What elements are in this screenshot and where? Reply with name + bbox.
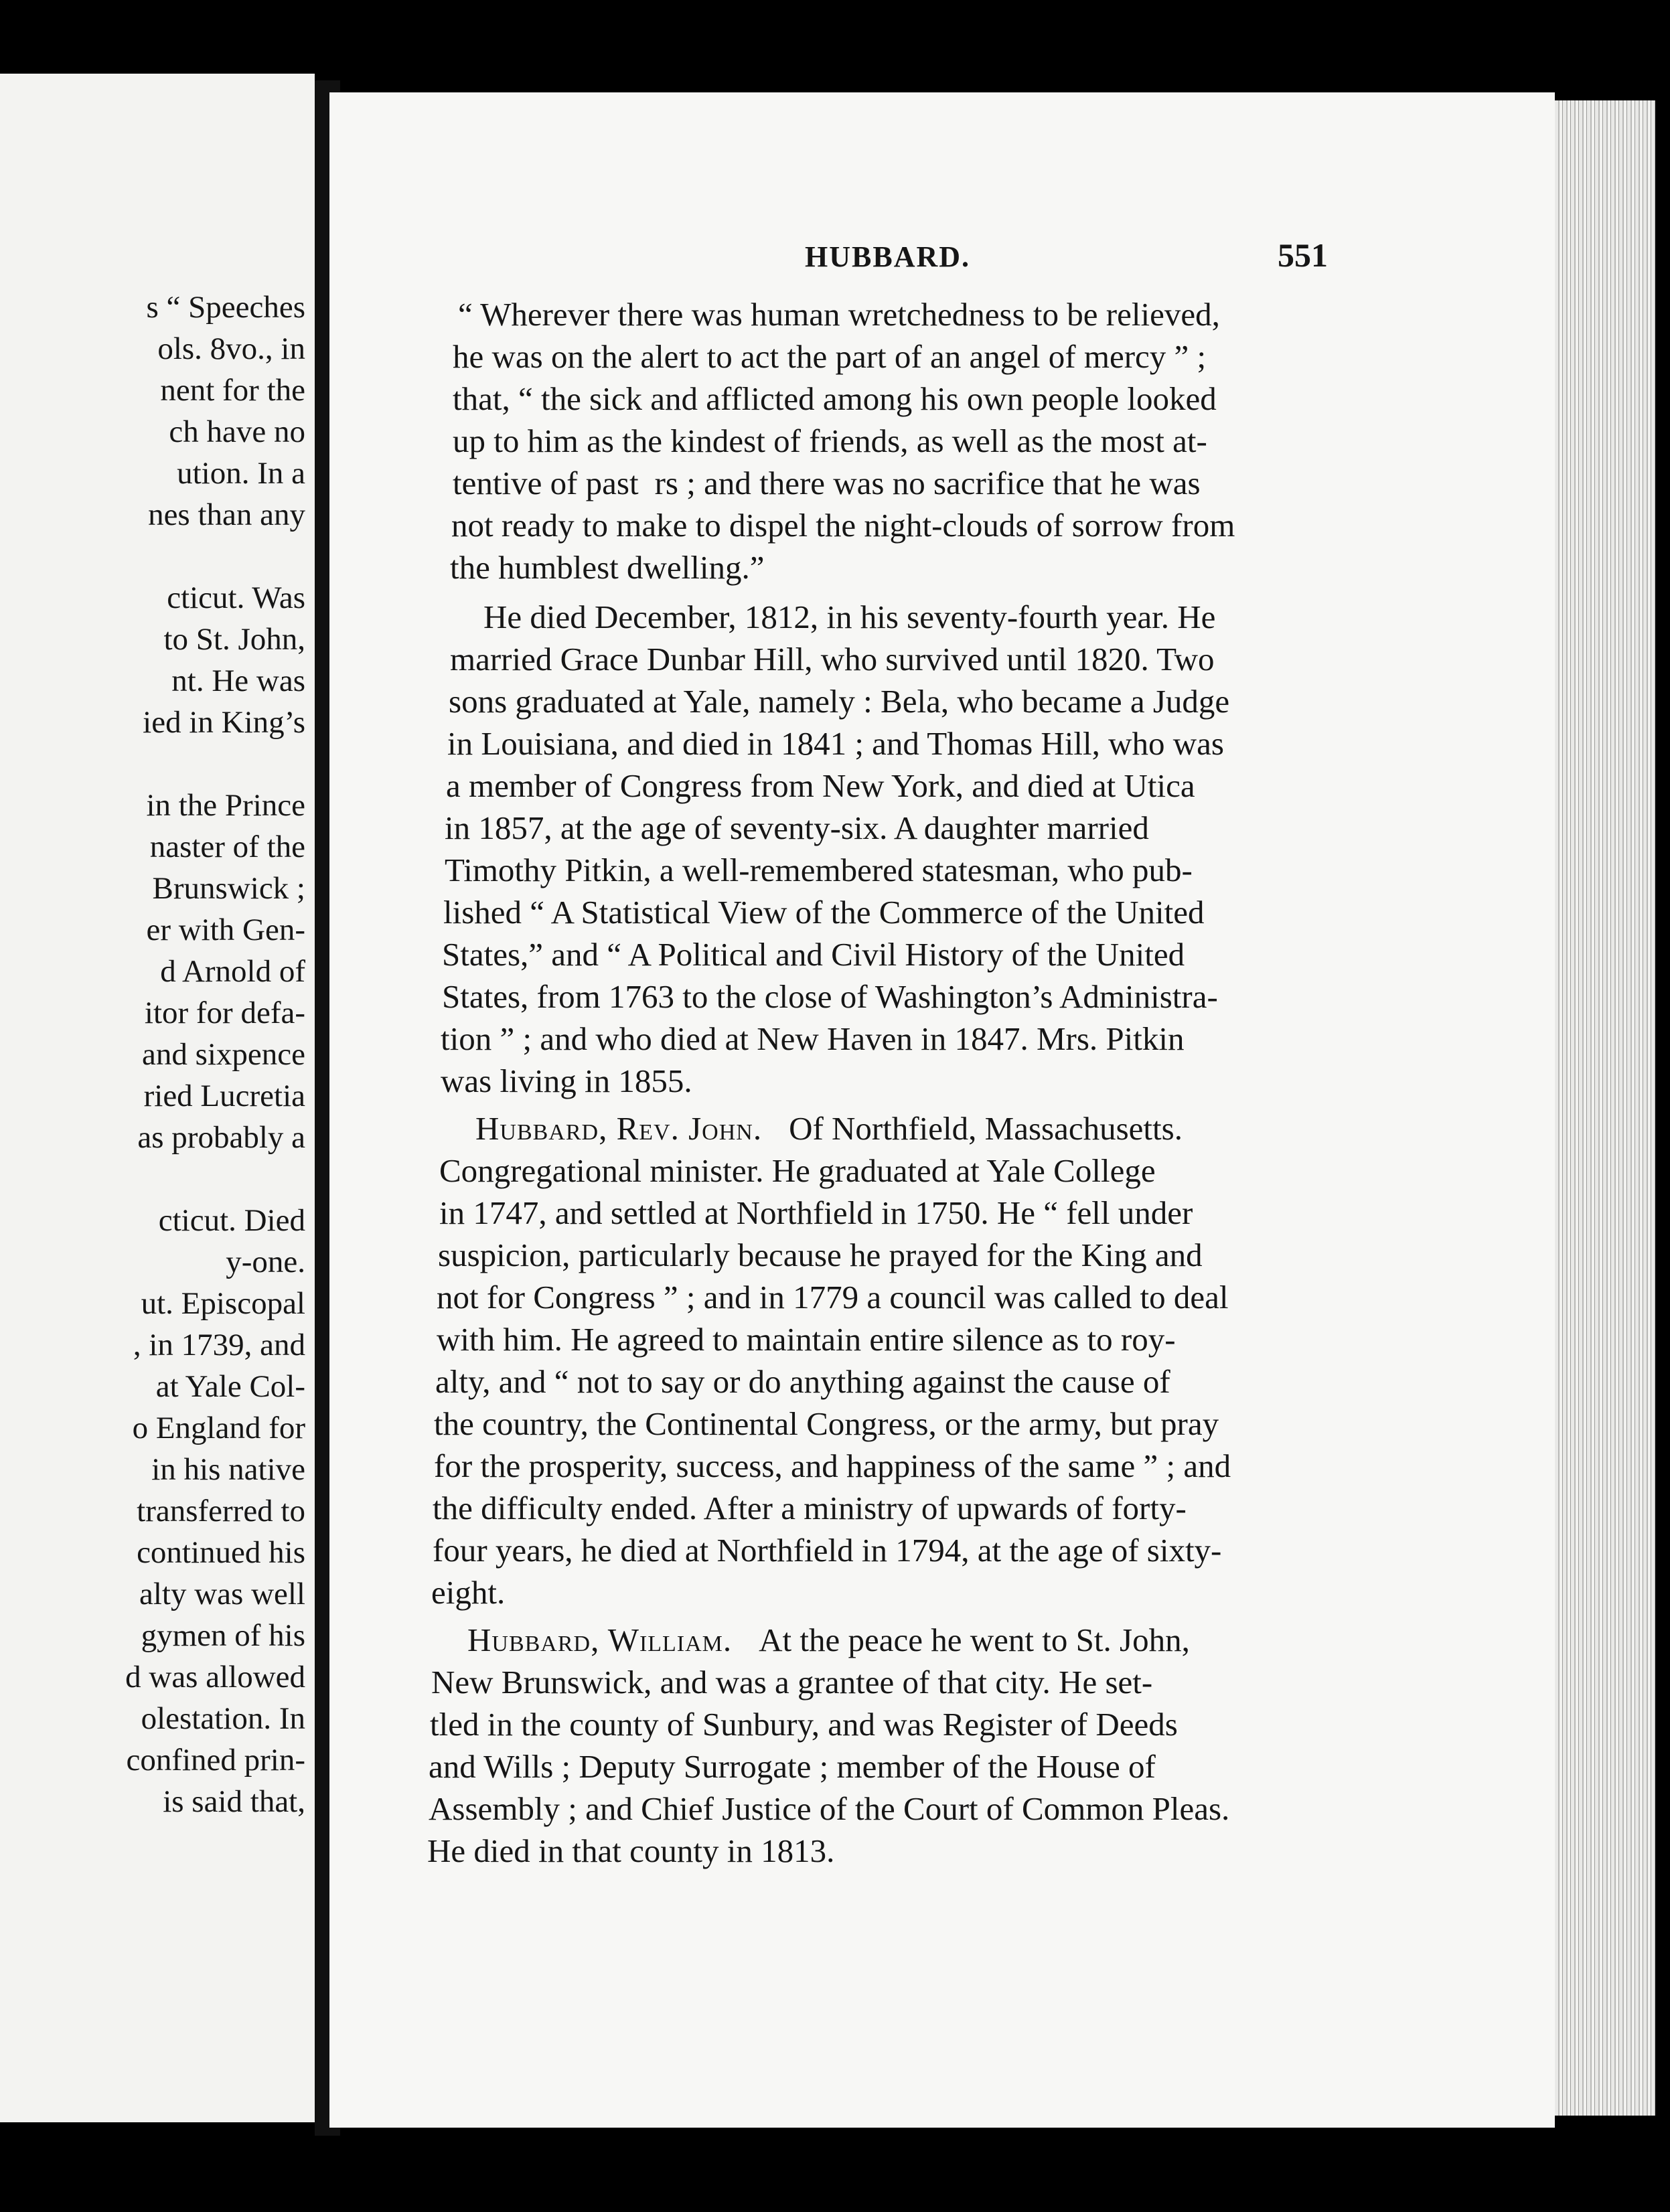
left-fragment: er with Gen-	[146, 913, 305, 947]
left-fragment: s “ Speeches	[146, 290, 305, 325]
running-header: HUBBARD.	[805, 240, 971, 273]
text-line: He died December, 1812, in his seventy-fourth year. He	[483, 599, 1216, 635]
left-fragment: d Arnold of	[160, 954, 305, 989]
text-line: tled in the county of Sunbury, and was Register of Deeds	[430, 1706, 1178, 1743]
text-line: the difficulty ended. After a ministry of upwards of forty-	[433, 1490, 1187, 1526]
left-fragment: ied in King’s	[143, 705, 305, 740]
left-fragment: as probably a	[137, 1120, 305, 1155]
left-fragment: ut. Episcopal	[141, 1286, 305, 1321]
left-fragment: , in 1739, and	[133, 1328, 305, 1362]
text-line: up to him as the kindest of friends, as well as the most at-	[453, 422, 1207, 459]
text-line: lished “ A Statistical View of the Commerce of the United	[443, 894, 1205, 931]
left-fragment: ols. 8vo., in	[157, 331, 305, 366]
text-line: alty, and “ not to say or do anything against the cause of	[435, 1363, 1170, 1400]
left-fragment: ution. In a	[177, 456, 305, 491]
left-fragment: and sixpence	[141, 1037, 305, 1072]
text-line: Assembly ; and Chief Justice of the Court of Common Pleas.	[429, 1790, 1230, 1827]
text-line: the country, the Continental Congress, or the army, but pray	[434, 1405, 1219, 1442]
left-fragment: to St. John,	[163, 622, 305, 657]
text-line: eight.	[431, 1574, 506, 1611]
left-fragment: o England for	[132, 1411, 305, 1445]
left-fragment: cticut. Was	[167, 580, 305, 615]
left-fragment: alty was well	[139, 1577, 305, 1611]
left-fragment: transferred to	[137, 1494, 305, 1528]
left-fragment: ried Lucretia	[143, 1079, 305, 1113]
left-fragment: naster of the	[149, 830, 305, 864]
text-line: he was on the alert to act the part of an angel of mercy ” ;	[453, 338, 1207, 375]
left-fragment: at Yale Col-	[155, 1369, 305, 1404]
left-fragment: cticut. Died	[158, 1203, 305, 1238]
page-edges	[1555, 100, 1655, 2116]
text-line: and Wills ; Deputy Surrogate ; member of the House of	[429, 1748, 1156, 1785]
left-fragment: in his native	[151, 1452, 305, 1487]
text-line: for the prosperity, success, and happiness of the same ” ; and	[434, 1447, 1231, 1484]
text-line: was living in 1855.	[441, 1062, 692, 1099]
text-line: the humblest dwelling.”	[450, 549, 765, 586]
text-line: Timothy Pitkin, a well-remembered statesman, who pub-	[445, 852, 1193, 888]
left-fragment: nt. He was	[171, 663, 305, 698]
text-line: not for Congress ” ; and in 1779 a council was called to deal	[437, 1279, 1229, 1316]
entry-heading-john: Hubbard, Rev. John. Of Northfield, Massachusetts.	[475, 1110, 1183, 1147]
left-fragment: gymen of his	[141, 1618, 305, 1653]
text-line: Congregational minister. He graduated at Yale College	[439, 1152, 1156, 1189]
text-line: married Grace Dunbar Hill, who survived until 1820. Two	[450, 641, 1215, 678]
text-line: in Louisiana, and died in 1841 ; and Thomas Hill, who was	[447, 725, 1224, 762]
left-page	[0, 74, 315, 2122]
left-fragment: confined prin-	[126, 1743, 305, 1778]
left-fragment: olestation. In	[141, 1701, 305, 1736]
left-fragment: is said that,	[163, 1784, 305, 1819]
left-fragment: y-one.	[226, 1245, 305, 1279]
left-fragment: nes than any	[148, 497, 305, 532]
text-line: He died in that county in 1813.	[427, 1832, 835, 1869]
text-line: States, from 1763 to the close of Washington’s Administra-	[442, 978, 1218, 1015]
left-fragment: itor for defa-	[144, 996, 305, 1030]
text-line: in 1857, at the age of seventy-six. A daughter married	[445, 809, 1149, 846]
text-line: tentive of past rs ; and there was no sacrifice that he was	[453, 465, 1201, 501]
text-line: New Brunswick, and was a grantee of that city. He set-	[431, 1664, 1153, 1701]
left-fragment: in the Prince	[146, 788, 305, 823]
text-line: sons graduated at Yale, namely : Bela, who became a Judge	[449, 683, 1230, 720]
text-line: that, “ the sick and afflicted among his own people looked	[453, 380, 1217, 417]
text-line: a member of Congress from New York, and died at Utica	[446, 767, 1195, 804]
left-fragment: continued his	[137, 1535, 305, 1570]
text-line: suspicion, particularly because he prayed for the King and	[438, 1237, 1203, 1273]
text-line: tion ” ; and who died at New Haven in 1847. Mrs. Pitkin	[441, 1020, 1185, 1057]
left-fragment: d was allowed	[125, 1660, 305, 1694]
text-line: with him. He agreed to maintain entire silence as to roy-	[437, 1321, 1176, 1358]
left-fragment: ch have no	[169, 414, 305, 449]
text-line: “ Wherever there was human wretchedness to be relieved,	[458, 296, 1220, 333]
entry-heading-william: Hubbard, William. At the peace he went to St. John,	[467, 1622, 1190, 1658]
left-fragment: Brunswick ;	[152, 871, 305, 906]
page-number: 551	[1278, 236, 1328, 274]
text-line: not ready to make to dispel the night-clouds of sorrow from	[451, 507, 1235, 544]
text-line: four years, he died at Northfield in 1794, at the age of sixty-	[433, 1532, 1222, 1569]
text-line: in 1747, and settled at Northfield in 1750. He “ fell under	[439, 1194, 1193, 1231]
left-fragment: nent for the	[160, 373, 305, 408]
text-line: States,” and “ A Political and Civil History of the United	[442, 936, 1185, 973]
